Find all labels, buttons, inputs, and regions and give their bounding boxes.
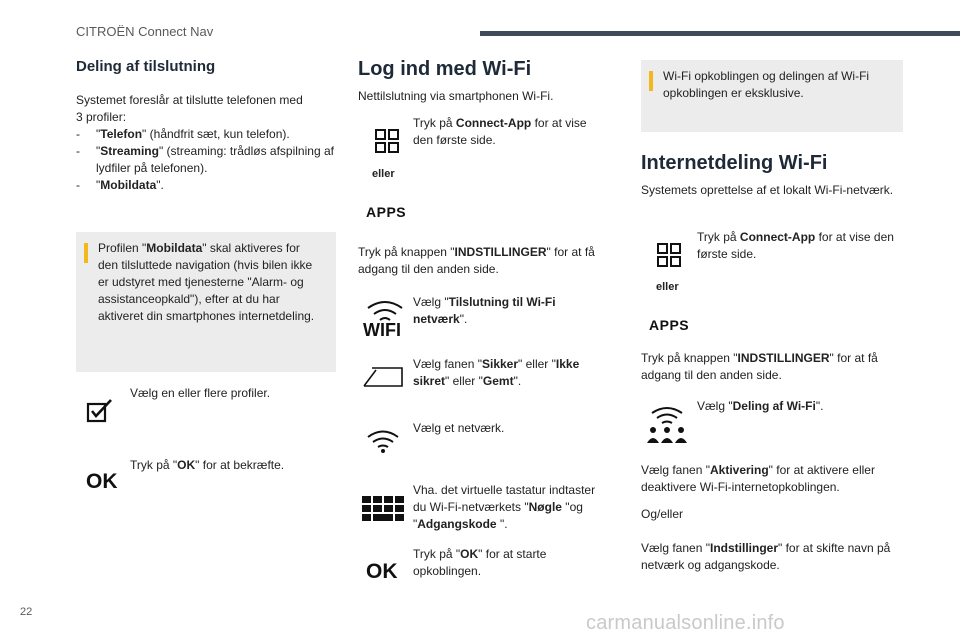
page-number: 22 bbox=[20, 606, 33, 618]
step-confirm-ok: Tryk på "OK" for at bekræfte. bbox=[130, 458, 285, 472]
col1-intro bbox=[76, 92, 336, 194]
section-heading-sharing: Deling af tilslutning bbox=[76, 58, 216, 75]
or-label: eller bbox=[372, 168, 395, 180]
settings-step: Tryk på knappen "INDSTILLINGER" for at få adgang til den anden side. bbox=[358, 245, 595, 276]
connect-app-grid-icon bbox=[656, 242, 682, 268]
wifi-sharing-icon bbox=[646, 404, 688, 444]
hotspot-intro: Systemets oprettelse af et lokalt Wi-Fi-netværk. bbox=[641, 183, 894, 197]
settings-tab-step: Vælg fanen "Indstillinger" for at skifte navn på netværk og adgangskode. bbox=[641, 541, 891, 572]
activation-step: Vælg fanen "Aktivering" for at aktivere eller deaktivere Wi-Fi-internetopkoblingen. bbox=[641, 463, 875, 494]
select-network-step: Vælg et netværk. bbox=[413, 421, 505, 435]
apps-button-icon: APPS bbox=[366, 204, 407, 220]
apps-button-icon: APPS bbox=[649, 317, 690, 333]
mobildata-note: Profilen "Mobildata" skal aktiveres for den tilsluttede navigation (hvis bilen ikke er udstyret med tjenesterne "Alarm- og assistanceopkald"), efter at du har aktiveret din smartphones internetdeling. bbox=[76, 232, 336, 372]
hotspot-connect-app-step: Tryk på Connect-App for at vise den første side. bbox=[697, 230, 894, 261]
keyboard-step: Vha. det virtuelle tastatur indtaster du Wi-Fi-netværkets "Nøgle "og "Adgangskode ". bbox=[413, 483, 596, 531]
connect-app-step: Tryk på Connect-App for at vise den første side. bbox=[413, 116, 587, 147]
step-select-profiles: Vælg en eller flere profiler. bbox=[130, 386, 271, 400]
header-title: CITROËN Connect Nav bbox=[76, 24, 214, 39]
ok-icon: OK bbox=[86, 470, 118, 493]
connect-app-grid-icon bbox=[374, 128, 400, 154]
hotspot-settings-step: Tryk på knappen "INDSTILLINGER" for at få adgang til den anden side. bbox=[641, 351, 878, 382]
ok-start-icon: OK bbox=[366, 560, 398, 583]
profile-item-telefon: - "Telefon" (håndfrit sæt, kun telefon). bbox=[76, 127, 290, 141]
intro-line-2: 3 profiler: bbox=[76, 110, 127, 124]
profile-item-streaming: - "Streaming" (streaming: trådløs afspilning af lydfiler på telefonen). bbox=[76, 144, 334, 175]
note-accent-bar bbox=[84, 243, 88, 263]
security-tab-step: Vælg fanen "Sikker" eller "Ikke sikret" eller "Gemt". bbox=[413, 357, 580, 388]
profile-item-mobildata: - "Mobildata". bbox=[76, 178, 164, 192]
start-connection-step: Tryk på "OK" for at starte opkoblingen. bbox=[413, 547, 547, 578]
watermark: carmanualsonline.info bbox=[586, 612, 785, 634]
security-tab-icon bbox=[362, 366, 406, 388]
intro-line-1: Systemet foreslår at tilslutte telefonen med bbox=[76, 93, 303, 107]
and-or-text: Og/eller bbox=[641, 507, 684, 521]
wifi-label: WIFI bbox=[363, 320, 401, 340]
checkbox-icon bbox=[86, 398, 114, 424]
wifi-intro: Nettilslutning via smartphonen Wi-Fi. bbox=[358, 89, 554, 103]
note-accent-bar bbox=[649, 71, 653, 91]
section-heading-hotspot: Internetdeling Wi-Fi bbox=[641, 152, 828, 174]
wifi-sharing-step: Vælg "Deling af Wi-Fi". bbox=[697, 399, 824, 413]
wifi-signal-icon bbox=[366, 428, 400, 454]
header-bar bbox=[480, 31, 960, 36]
section-heading-wifi-login: Log ind med Wi-Fi bbox=[358, 58, 532, 80]
exclusive-note: Wi-Fi opkoblingen og delingen af Wi-Fi opkoblingen er eksklusive. bbox=[641, 60, 903, 132]
wifi-network-step: Vælg "Tilslutning til Wi-Fi netværk". bbox=[413, 295, 556, 326]
or-label: eller bbox=[656, 281, 679, 293]
keyboard-icon bbox=[362, 496, 404, 522]
